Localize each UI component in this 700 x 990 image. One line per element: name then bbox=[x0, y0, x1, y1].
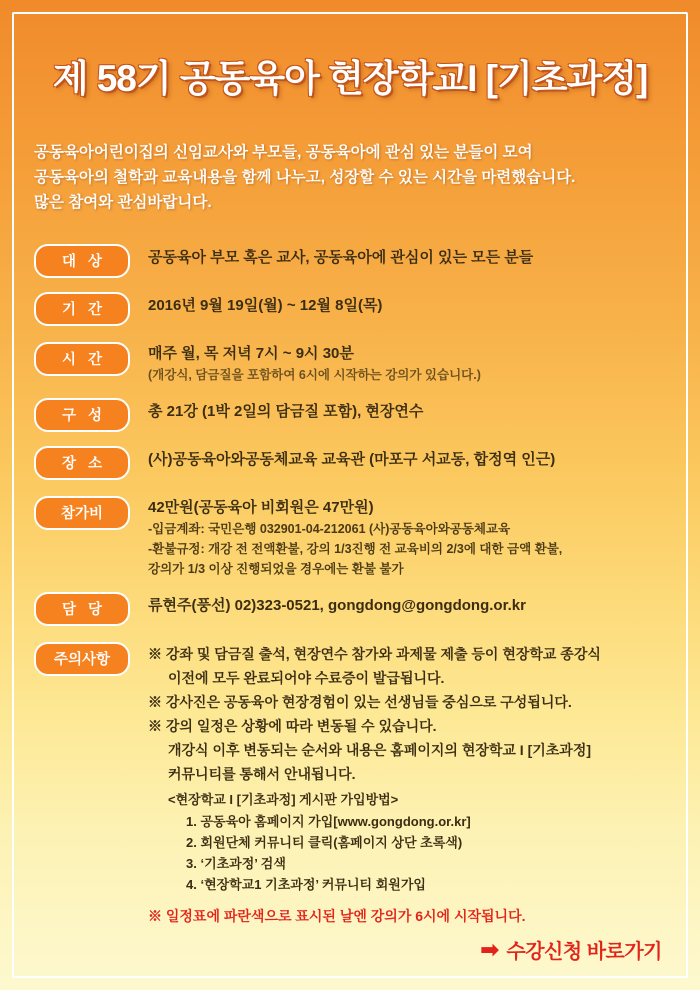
info-row-notice bbox=[34, 640, 674, 927]
row-label-time: 시 간 bbox=[34, 342, 130, 376]
row-label-contact: 담 당 bbox=[34, 592, 130, 626]
row-value-place: (사)공동육아와공동체교육 교육관 (마포구 서교동, 합정역 인근) bbox=[148, 451, 556, 468]
notice-board-step-1: 1. 공동육아 홈페이지 가입[www.gongdong.or.kr] bbox=[186, 814, 471, 829]
row-value-time: 매주 월, 목 저녁 7시 ~ 9시 30분 bbox=[148, 345, 354, 362]
info-row-time bbox=[34, 340, 674, 384]
apply-now-label: 수강신청 바로가기 bbox=[506, 941, 662, 963]
notice-item-2: ※ 강사진은 공동육아 현장경험이 있는 선생님들 중심으로 구성됩니다. bbox=[148, 694, 572, 710]
row-value-target: 공동육아 부모 혹은 교사, 공동육아에 관심이 있는 모든 분들 bbox=[148, 249, 534, 266]
row-content-composition bbox=[148, 398, 674, 422]
page-title: 제 58기 공동육아 현장학교I [기초과정] bbox=[52, 58, 648, 99]
notice-board-step-3: 3. ‘기초과정’ 검색 bbox=[186, 856, 286, 871]
row-content-place bbox=[148, 446, 674, 470]
apply-now-link[interactable] bbox=[480, 935, 662, 964]
intro-paragraph bbox=[34, 140, 674, 215]
row-content-notice bbox=[148, 640, 674, 927]
intro-line-3: 많은 참여와 관심바랍니다. bbox=[34, 194, 212, 211]
notice-item-3-cont-1: 개강식 이후 변동되는 순서와 내용은 홈페이지의 현장학교 I [기초과정] bbox=[168, 742, 592, 758]
intro-line-2: 공동육아의 철학과 교육내용을 함께 나누고, 성장할 수 있는 시간을 마련했습니다. bbox=[34, 169, 576, 186]
notice-item-1-cont: 이전에 모두 완료되어야 수료증이 발급됩니다. bbox=[168, 670, 445, 686]
notice-red-note: ※ 일정표에 파란색으로 표시된 날엔 강의가 6시에 시작됩니다. bbox=[148, 908, 526, 924]
notice-item-3: ※ 강의 일정은 상황에 따라 변동될 수 있습니다. bbox=[148, 718, 437, 734]
row-label-place: 장 소 bbox=[34, 446, 130, 480]
row-value-period: 2016년 9월 19일(월) ~ 12월 8일(목) bbox=[148, 297, 383, 314]
row-label-fee: 참가비 bbox=[34, 496, 130, 530]
notice-board-step-2: 2. 회원단체 커뮤니티 클릭(홈페이지 상단 초록색) bbox=[186, 835, 463, 850]
intro-line-1: 공동육아어린이집의 신임교사와 부모들, 공동육아에 관심 있는 분들이 모여 bbox=[34, 144, 533, 161]
row-note-fee-refund-1: -환불규정: 개강 전 전액환불, 강의 1/3진행 전 교육비의 2/3에 대한 금액 환불, bbox=[148, 542, 563, 556]
info-row-period bbox=[34, 292, 674, 326]
row-label-target: 대 상 bbox=[34, 244, 130, 278]
info-row-target bbox=[34, 244, 674, 278]
row-label-composition: 구 성 bbox=[34, 398, 130, 432]
row-note-time: (개강식, 담금질을 포함하여 6시에 시작하는 강의가 있습니다.) bbox=[148, 368, 481, 382]
row-value-contact: 류현주(풍선) 02)323-0521, gongdong@gongdong.or.kr bbox=[148, 597, 526, 614]
row-content-time bbox=[148, 340, 674, 384]
row-value-composition: 총 21강 (1박 2일의 담금질 포함), 현장연수 bbox=[148, 403, 424, 420]
notice-board-heading: <현장학교 I [기초과정] 게시판 가입방법> bbox=[168, 792, 399, 807]
row-note-fee-account: -입금계좌: 국민은행 032901-04-212061 (사)공동육아와공동체교육 bbox=[148, 522, 511, 536]
notice-list bbox=[148, 643, 674, 895]
notice-item-3-cont-2: 커뮤니티를 통해서 안내됩니다. bbox=[168, 766, 356, 782]
row-label-notice: 주의사항 bbox=[34, 642, 130, 676]
notice-item-1: ※ 강좌 및 담금질 출석, 현장연수 참가와 과제물 제출 등이 현장학교 종강식 bbox=[148, 646, 601, 662]
row-label-period: 기 간 bbox=[34, 292, 130, 326]
info-row-contact bbox=[34, 592, 674, 626]
row-content-fee bbox=[148, 494, 674, 578]
row-content-period bbox=[148, 292, 674, 316]
row-note-fee-refund-2: 강의가 1/3 이상 진행되었을 경우에는 환불 불가 bbox=[148, 562, 404, 576]
info-rows bbox=[34, 244, 674, 941]
notice-board-step-4: 4. ‘현장학교1 기초과정’ 커뮤니티 회원가입 bbox=[186, 877, 426, 892]
info-row-fee bbox=[34, 494, 674, 578]
arrow-right-icon: ➡ bbox=[480, 936, 499, 962]
info-row-composition bbox=[34, 398, 674, 432]
row-content-target bbox=[148, 244, 674, 268]
row-content-contact bbox=[148, 592, 674, 616]
info-row-place bbox=[34, 446, 674, 480]
row-value-fee: 42만원(공동육아 비회원은 47만원) bbox=[148, 499, 374, 516]
